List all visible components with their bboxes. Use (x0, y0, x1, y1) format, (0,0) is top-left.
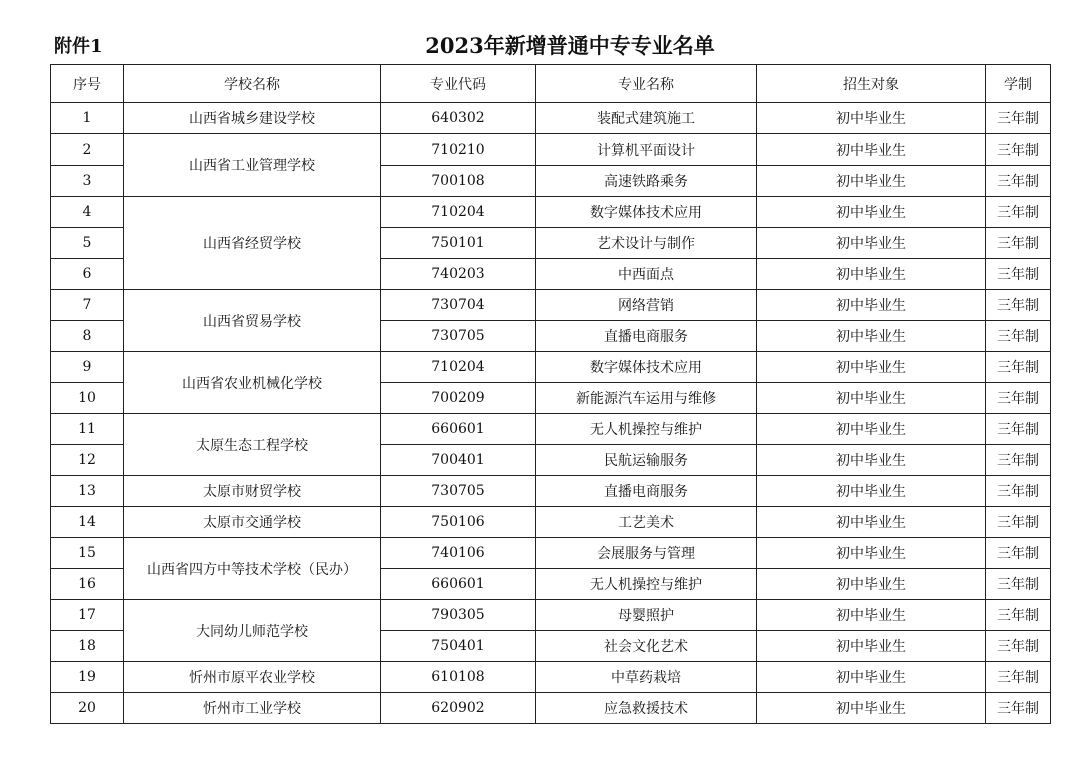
cell-duration: 三年制 (986, 662, 1051, 693)
column-header-major: 专业名称 (536, 65, 757, 103)
column-header-school: 学校名称 (124, 65, 381, 103)
table-row (51, 600, 1051, 631)
cell-school-name: 山西省经贸学校 (124, 197, 381, 290)
cell-target: 初中毕业生 (757, 103, 986, 134)
cell-duration: 三年制 (986, 352, 1051, 383)
cell-school-name: 山西省农业机械化学校 (124, 352, 381, 414)
attachment-label: 附件1 (54, 36, 103, 57)
cell-no: 4 (51, 197, 124, 228)
cell-school-name: 山西省工业管理学校 (124, 134, 381, 197)
cell-school-name: 忻州市工业学校 (124, 693, 381, 724)
cell-school-name: 太原市交通学校 (124, 507, 381, 538)
table-row (51, 507, 1051, 538)
cell-major-code: 700108 (381, 166, 536, 197)
table-row (51, 290, 1051, 321)
cell-no: 2 (51, 134, 124, 166)
document-title: 2023年新增普通中专专业名单 (425, 33, 715, 58)
cell-school-name: 忻州市原平农业学校 (124, 662, 381, 693)
cell-duration: 三年制 (986, 538, 1051, 569)
cell-no: 20 (51, 693, 124, 724)
cell-school-name: 山西省四方中等技术学校（民办） (124, 538, 381, 600)
cell-duration: 三年制 (986, 476, 1051, 507)
cell-major-code: 700209 (381, 383, 536, 414)
cell-school-name: 山西省贸易学校 (124, 290, 381, 352)
cell-major-code: 730705 (381, 476, 536, 507)
cell-major-code: 790305 (381, 600, 536, 631)
cell-target: 初中毕业生 (757, 693, 986, 724)
cell-school-name: 太原市财贸学校 (124, 476, 381, 507)
table-header-row (51, 65, 1051, 103)
table-row (51, 197, 1051, 228)
cell-target: 初中毕业生 (757, 445, 986, 476)
cell-major-name: 工艺美术 (536, 507, 757, 538)
cell-no: 5 (51, 228, 124, 259)
cell-no: 11 (51, 414, 124, 445)
cell-no: 15 (51, 538, 124, 569)
cell-target: 初中毕业生 (757, 631, 986, 662)
table-row (51, 693, 1051, 724)
cell-school-name: 太原生态工程学校 (124, 414, 381, 476)
cell-target: 初中毕业生 (757, 321, 986, 352)
cell-target: 初中毕业生 (757, 134, 986, 166)
cell-major-name: 母婴照护 (536, 600, 757, 631)
cell-major-name: 会展服务与管理 (536, 538, 757, 569)
cell-duration: 三年制 (986, 383, 1051, 414)
cell-major-code: 730704 (381, 290, 536, 321)
cell-major-code: 710210 (381, 134, 536, 166)
cell-target: 初中毕业生 (757, 569, 986, 600)
cell-target: 初中毕业生 (757, 228, 986, 259)
cell-no: 3 (51, 166, 124, 197)
table-row (51, 414, 1051, 445)
cell-major-code: 750106 (381, 507, 536, 538)
cell-duration: 三年制 (986, 507, 1051, 538)
cell-major-code: 660601 (381, 569, 536, 600)
column-header-code: 专业代码 (381, 65, 536, 103)
cell-major-code: 730705 (381, 321, 536, 352)
cell-target: 初中毕业生 (757, 352, 986, 383)
cell-duration: 三年制 (986, 259, 1051, 290)
table-row (51, 103, 1051, 134)
cell-no: 14 (51, 507, 124, 538)
cell-major-name: 装配式建筑施工 (536, 103, 757, 134)
cell-major-name: 网络营销 (536, 290, 757, 321)
cell-duration: 三年制 (986, 166, 1051, 197)
table-body (51, 103, 1051, 724)
table-row (51, 476, 1051, 507)
cell-major-name: 直播电商服务 (536, 476, 757, 507)
cell-duration: 三年制 (986, 414, 1051, 445)
cell-target: 初中毕业生 (757, 259, 986, 290)
cell-duration: 三年制 (986, 134, 1051, 166)
table-row (51, 352, 1051, 383)
cell-no: 10 (51, 383, 124, 414)
cell-duration: 三年制 (986, 321, 1051, 352)
cell-target: 初中毕业生 (757, 476, 986, 507)
cell-major-code: 740106 (381, 538, 536, 569)
cell-major-name: 社会文化艺术 (536, 631, 757, 662)
cell-major-code: 750101 (381, 228, 536, 259)
cell-major-code: 620902 (381, 693, 536, 724)
column-header-target: 招生对象 (757, 65, 986, 103)
cell-major-code: 710204 (381, 197, 536, 228)
cell-major-name: 民航运输服务 (536, 445, 757, 476)
cell-target: 初中毕业生 (757, 507, 986, 538)
cell-duration: 三年制 (986, 228, 1051, 259)
cell-target: 初中毕业生 (757, 538, 986, 569)
cell-no: 1 (51, 103, 124, 134)
cell-no: 6 (51, 259, 124, 290)
cell-school-name: 山西省城乡建设学校 (124, 103, 381, 134)
cell-duration: 三年制 (986, 693, 1051, 724)
cell-target: 初中毕业生 (757, 414, 986, 445)
cell-no: 18 (51, 631, 124, 662)
cell-duration: 三年制 (986, 290, 1051, 321)
cell-major-code: 610108 (381, 662, 536, 693)
cell-no: 17 (51, 600, 124, 631)
major-list-table (50, 64, 1051, 724)
cell-no: 13 (51, 476, 124, 507)
cell-major-code: 700401 (381, 445, 536, 476)
cell-major-name: 中西面点 (536, 259, 757, 290)
cell-duration: 三年制 (986, 103, 1051, 134)
cell-major-code: 740203 (381, 259, 536, 290)
cell-major-name: 无人机操控与维护 (536, 414, 757, 445)
cell-major-name: 数字媒体技术应用 (536, 197, 757, 228)
cell-major-code: 750401 (381, 631, 536, 662)
cell-major-name: 应急救援技术 (536, 693, 757, 724)
table-row (51, 662, 1051, 693)
cell-major-name: 新能源汽车运用与维修 (536, 383, 757, 414)
cell-major-name: 艺术设计与制作 (536, 228, 757, 259)
cell-no: 9 (51, 352, 124, 383)
column-header-no: 序号 (51, 65, 124, 103)
cell-no: 7 (51, 290, 124, 321)
cell-major-code: 710204 (381, 352, 536, 383)
cell-school-name: 大同幼儿师范学校 (124, 600, 381, 662)
column-header-duration: 学制 (986, 65, 1051, 103)
cell-major-name: 数字媒体技术应用 (536, 352, 757, 383)
cell-no: 19 (51, 662, 124, 693)
cell-major-name: 计算机平面设计 (536, 134, 757, 166)
cell-major-code: 640302 (381, 103, 536, 134)
cell-target: 初中毕业生 (757, 197, 986, 228)
cell-no: 16 (51, 569, 124, 600)
cell-duration: 三年制 (986, 600, 1051, 631)
table-row (51, 538, 1051, 569)
cell-major-name: 直播电商服务 (536, 321, 757, 352)
cell-target: 初中毕业生 (757, 166, 986, 197)
cell-major-name: 高速铁路乘务 (536, 166, 757, 197)
cell-no: 8 (51, 321, 124, 352)
cell-target: 初中毕业生 (757, 662, 986, 693)
cell-duration: 三年制 (986, 197, 1051, 228)
cell-target: 初中毕业生 (757, 290, 986, 321)
cell-duration: 三年制 (986, 569, 1051, 600)
cell-no: 12 (51, 445, 124, 476)
cell-duration: 三年制 (986, 631, 1051, 662)
cell-duration: 三年制 (986, 445, 1051, 476)
cell-target: 初中毕业生 (757, 383, 986, 414)
table-row (51, 134, 1051, 166)
cell-major-name: 无人机操控与维护 (536, 569, 757, 600)
cell-target: 初中毕业生 (757, 600, 986, 631)
cell-major-name: 中草药栽培 (536, 662, 757, 693)
cell-major-code: 660601 (381, 414, 536, 445)
